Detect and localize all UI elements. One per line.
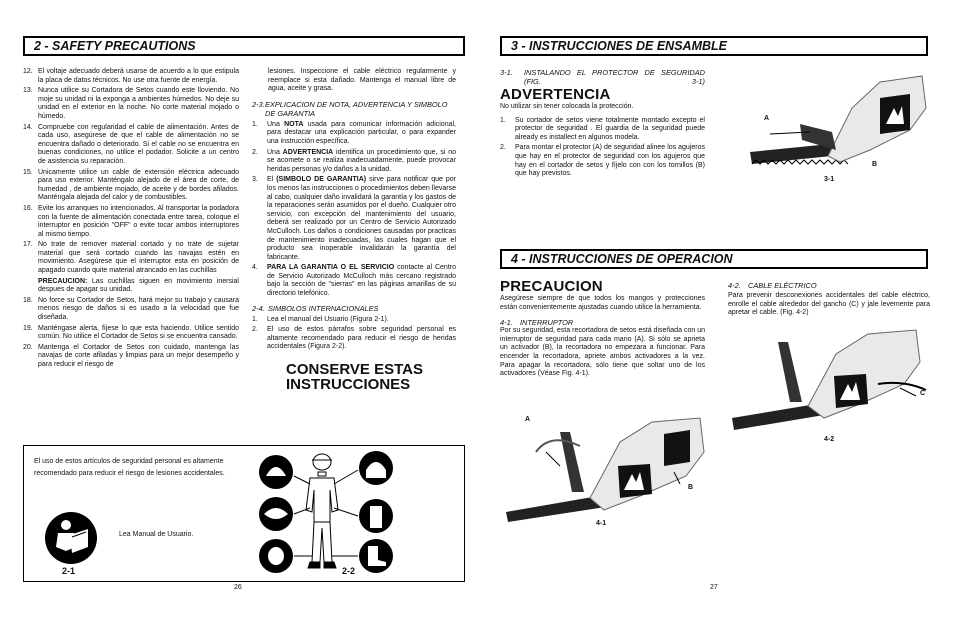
figure-4-1-label: 4-1 [596,520,607,527]
list-item [23,278,239,295]
item-text: El uso de estos párrafos sobre seguridad personal es altamente recomendado para reducir el riesgo de heridas accidentales (Figura 2-2). [267,326,456,351]
figure-4-1-callout-b: B [688,484,694,491]
item-text-pre: Una [267,148,283,156]
item-number: 2. [252,326,258,334]
item-text-post: identifica un procedimiento que, si no se acomete o se realiza inadecuadamente, puede provocar heridas personas y/o daños a la unidad. [267,148,456,173]
list-item [23,241,239,275]
list-item [23,68,239,85]
list-item [252,149,456,175]
item-text-post: contacte al Centro de Servicio Autorizado McCulloch más cercano registrado bajo la sección de "sierras" en las páginas amarillas de su directorio telefónico. [267,264,456,298]
read-manual-icon [44,511,98,565]
item-number: 12. [23,68,33,75]
item-number: 18. [23,296,33,304]
section-header-safety: 2 - SAFETY PRECAUTIONS [23,36,465,56]
item-text: PRECAUCION: Las cuchillas siguen en movimiento inersial despues de apagar su unidad. [38,277,239,294]
section-2-4-items [252,316,456,352]
item-text: Para montar el protector (A) de seguridad alinee los agujeros que hay en el protector de seguridad con los agujeros que hay en el cortador de setos y fíjelo con con los tornillos (B) que hay previstos. [515,144,705,178]
item-text-post: usada para comunicar información adicional, para destacar una explicación particular, o para expander una instrucción específica. [267,120,456,145]
item-number: 14. [23,123,33,131]
item-text: Manténgase alerta, fíjese lo que esta haciendo. Utilice sentido común. No utilice el Cortador de Setos si se encuentra cansado. [38,324,239,341]
figure-4-1-image [500,412,710,522]
list-item [23,124,239,167]
item-number: 1. [500,116,506,124]
figure-2-1-label: 2-1 [62,566,76,576]
list-item [23,344,239,370]
figure-4-2-callout-c: C [920,390,926,397]
figure-4-1-callout-a: A [525,416,531,423]
item-text-bold: ADVERTENCIA [282,148,334,156]
section-4-1 [500,279,705,379]
item-number: 19. [23,324,33,332]
figure-3-1-label: 3-1 [824,176,835,183]
safety-items [23,68,239,370]
section-4-2-text: Para prevenir desconexiones accidentales del cable eléctrico, enrolle el cable alrededor del gancho (C) y jale levemente para apretar el cable. (Fig. 4-2) [728,292,930,317]
section-2-3-title: 2-3. EXPLICACION DE NOTA, ADVERTENCIA Y SIMBOLO DE GARANTIA [252,99,448,118]
item-text [267,121,456,147]
page-number-right: 27 [710,584,718,591]
col2-intro: lesiones. Inspeccione el cable eléctrico regularmente y reemplace si esta dañado. Mantenga el manual libre de agua, aceite y grasa. [268,68,456,93]
list-item [23,169,239,203]
item-number: 17. [23,241,33,249]
precaucion-label: PRECAUCION: [38,277,88,285]
section-3-1-items [500,117,705,179]
item-number: 1. [252,315,258,323]
item-number: 16. [23,204,33,212]
section-2-3-items [252,121,456,299]
safety-list-col1 [23,68,239,372]
section-4-1-title: 4-1. INTERRUPTOR [500,318,574,328]
list-item [252,264,456,298]
item-text: Nunca utilice su Cortadora de Setos cuando este lloviendo. No moje su unidad ni la exponga a ambientes húmedos. No deje su unidad en el exterior en la noche. No corte material mojado o húmedo. [38,87,239,120]
item-number: 13. [23,87,33,95]
page-number-left: 26 [234,584,242,591]
list-item [252,121,456,147]
item-text: Unicamente utilice un cable de extensión eléctrica adecuado para uso exterior. Manténgalo alejado de el área de corte, de humedad , de ambiente mojado, de aceite y de bordes afilados. Manténgala alejada del calor y de combustibles. [38,168,239,202]
item-number: 1. [252,120,258,128]
safety-col2 [252,68,456,392]
advertencia-text: No utilizar sin tener colocada la protección. [500,103,634,110]
item-number: 2. [252,148,258,156]
manual-label: Lea Manual de Usuario. [119,531,194,538]
conserve-instructions: CONSERVE ESTAS INSTRUCCIONES [286,361,423,394]
figure-4-2-image [728,326,930,430]
section-3-1 [500,68,705,181]
item-text-bold: PARA LA GARANTIA O EL SERVICIO [267,264,395,272]
section-3-1-title: 3-1. INSTALANDO EL PROTECTOR DE SEGURIDAD (FIG. 3-1) [500,68,705,86]
figure-2-2-label: 2-2 [342,566,356,576]
item-text: No force su Cortador de Setos, hará mejor su trabajo y causara menos riesgo de daños si es usado a la velocidad que fue diseñada. [38,296,239,322]
safety-symbols-box [23,445,465,582]
safety-box-text: El uso de estos artículos de seguridad personal es altamente recomendado para reducir el riesgo de lesiones accidentales. [34,458,225,477]
item-number: 2. [500,144,506,152]
list-item [500,144,705,178]
figure-3-1-image [740,68,930,178]
item-text: Compruebe con regularidad el cable de alimentación. Antes de cada uso, asegúrese de que el cable de alimentación no se encuentra dañado o deteriorado. Si el cable no se encuentra en buenas condiciones, no utilice el podador. Solicite a un centro de asistencia su reparación. [38,123,239,165]
item-text [267,149,456,175]
figure-3-1-callout-b: B [872,161,878,168]
figure-4-2-label: 4-2 [824,436,835,443]
precaucion-heading: PRECAUCION [500,278,603,295]
item-number: 4. [252,264,258,272]
item-text: No trate de remover material cortado y no trate de sujetar material que será cortado cuando las navajas estén en movimiento. Asegúrese que el interruptor esta en posición de apagado cuando quite material atrancado en las cuchillas [38,241,239,275]
item-number: 15. [23,168,33,176]
item-text: Evite los arranques no intencionados. Al transportar la podadora con la fuente de alimentación conectada entre tarea, coloque el interruptor en posición "OFF" o evite tocar ambos interruptores al mismo tiempo. [38,204,239,238]
section-4-2 [728,281,930,318]
item-text: Mantenga el Cortador de Setos con cuidado, mantenga las navajas de corte afiladas y limpias para un mejor desempeño y para reducir el riesgo de [38,343,239,368]
section-4-1-text: Por su seguridad, esta recortadora de setos está diseñada con un interruptor de seguridad para cada mano (A). Si sólo se aprieta un activador (B), la recortadora no empezara a funcionar. Para encender la recortadora, apriete ambos activadores a la vez. Para apagar la recortadora, sólo tiene que soltar uno de los activadores (Véase Fig. 4-1). [500,327,705,378]
section-header-ensamble: 3 - INSTRUCCIONES DE ENSAMBLE [500,36,928,56]
list-item [23,87,239,121]
section-4-2-title: 4-2. CABLE ELÉCTRICO [728,281,817,290]
protective-equipment-figure [254,450,414,578]
section-2-4-title: 2-4. SIMBOLOS INTERNACIONALES [252,303,379,313]
list-item [252,326,456,352]
precaucion-text: Asegúrese siempre de que todos los mangos y protecciones están convenientemente ajustadas cuando utilice la herramienta. [500,295,705,311]
list-item [500,117,705,143]
item-text [267,264,456,298]
item-number: 20. [23,343,33,351]
item-text-pre: El [267,176,277,184]
item-text-bold: (SIMBOLO DE GARANTIA) [276,176,367,184]
advertencia-heading: ADVERTENCIA [500,86,611,103]
item-text: Lea el manual del Usuario (Figura 2-1). [267,315,389,323]
item-text: Su cortador de setos viene totalmente montado excepto el protector de seguridad . El guardia de la seguridad puede already es installect en algunos modela. [515,116,705,141]
list-item [23,297,239,323]
item-number: 3. [252,176,258,184]
item-text-pre: Una [267,120,285,128]
item-text: El voltaje adecuado deberá usarse de acuerdo a lo que estipula la placa de datos técnicos. No use otra fuente de energía. [38,68,239,84]
item-number [23,278,38,295]
figure-3-1-callout-a: A [764,115,770,122]
list-item [23,325,239,342]
item-text-post: sirve para notificar que por los menos las instrucciones o procedimientos deben llevarse al cabo, cualquier daño invalidará la garantía y los gastos de la reparaciones serán asumidos por el dueño. Cualquier otro servicio, con excepción del mantenimiento del usuario, deberá ser realizado por un Centro de Servicio Autorizado McCulloch. Los daños o condiciones causadas por practicas de mantenimiento inadecuadas, las cuales hagan que el producto sea inoperable invalidarán la garantía del fabricante. [267,176,456,261]
item-text-bold: NOTA [284,120,304,128]
list-item [252,176,456,262]
item-text [267,176,456,262]
list-item [23,205,239,239]
section-header-operacion: 4 - INSTRUCCIONES DE OPERACION [500,249,928,269]
list-item [252,316,456,325]
